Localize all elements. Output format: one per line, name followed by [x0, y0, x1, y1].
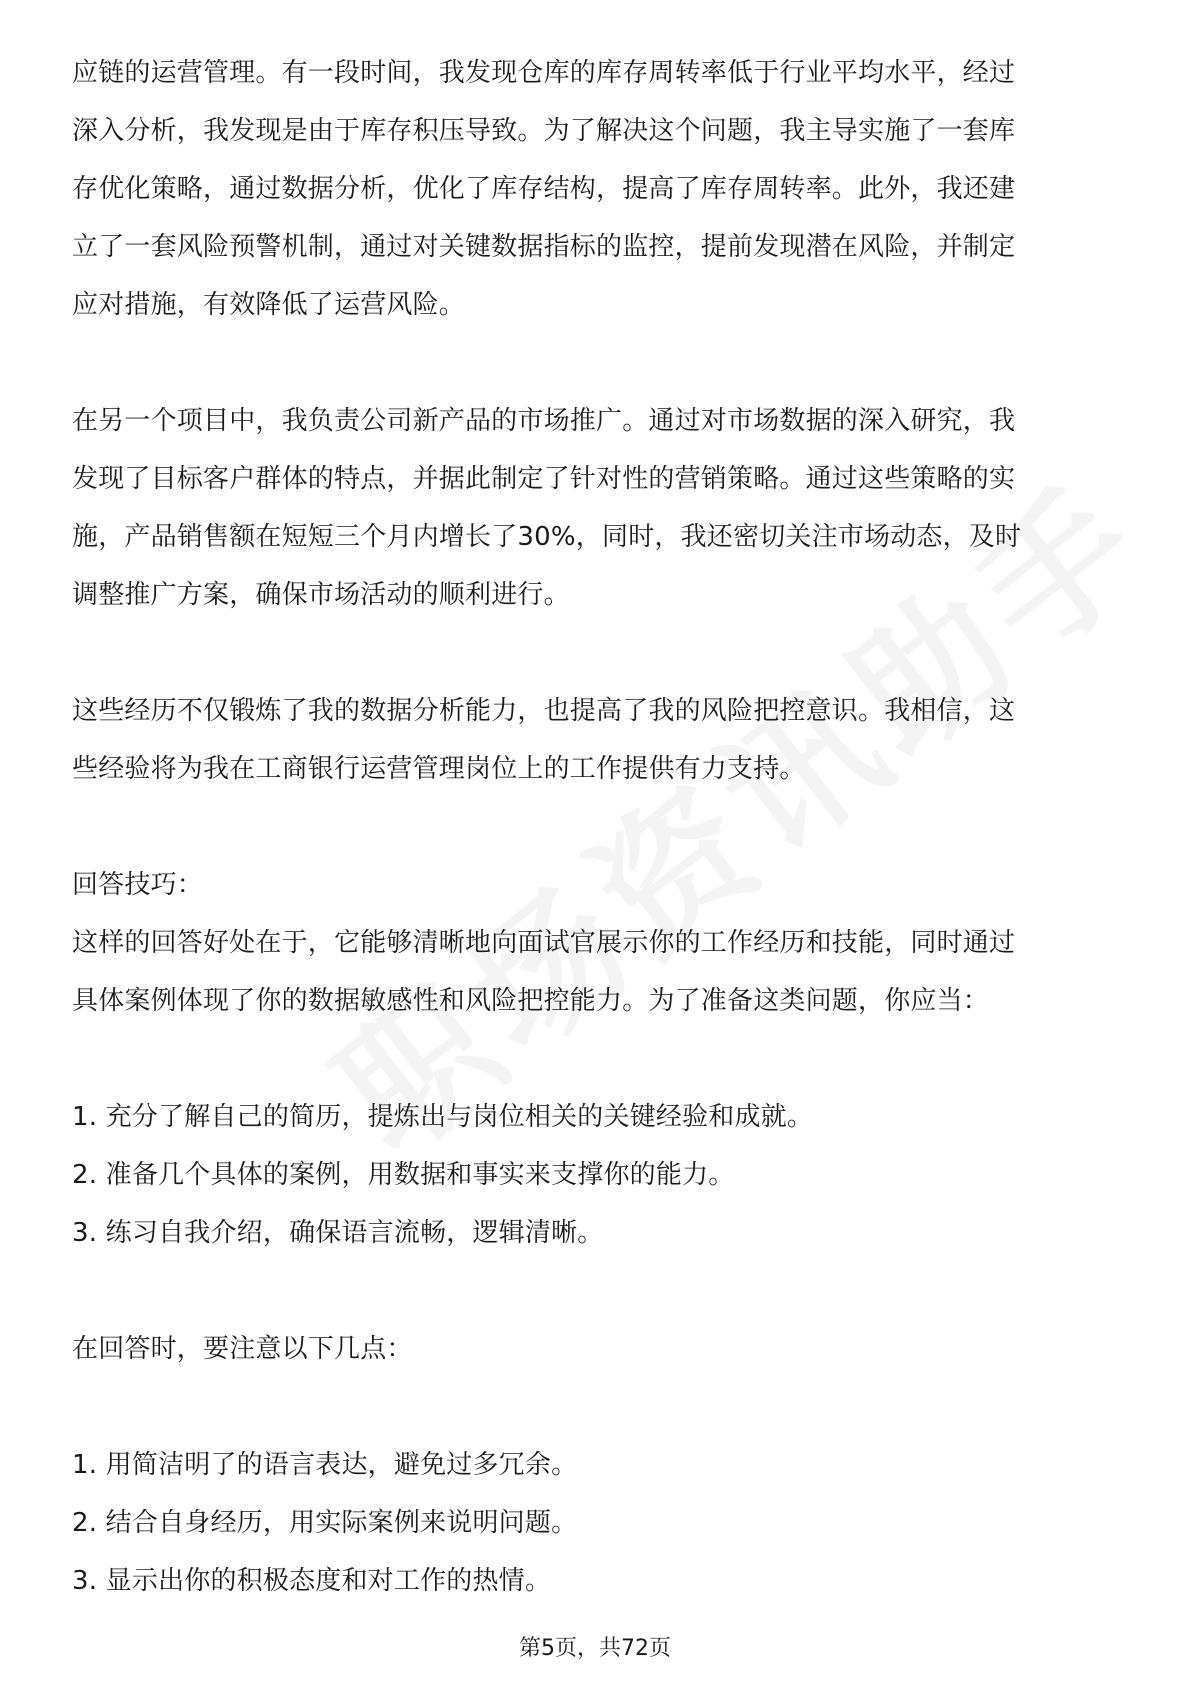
text-line: 些经验将为我在工商银行运营管理岗位上的工作提供有力支持。 [72, 754, 806, 784]
paragraph-summary [72, 682, 1122, 798]
list-item: 3. 显示出你的积极态度和对工作的热情。 [72, 1566, 552, 1596]
paragraph-marketing-experience [72, 392, 1122, 624]
page-number: 第5页，共72页 [519, 1636, 671, 1661]
preparation-list [72, 1088, 1122, 1262]
document-body [72, 44, 1122, 1610]
list-item: 1. 用简洁明了的语言表达，避免过多冗余。 [72, 1450, 578, 1480]
text-line: 具体案例体现了你的数据敏感性和风险把控能力。为了准备这类问题，你应当： [72, 986, 990, 1016]
list-item: 2. 结合自身经历，用实际案例来说明问题。 [72, 1508, 578, 1538]
text-line: 深入分析，我发现是由于库存积压导致。为了解决这个问题，我主导实施了一套库 [72, 116, 1016, 146]
text-line: 存优化策略，通过数据分析，优化了库存结构，提高了库存周转率。此外，我还建 [72, 174, 1016, 204]
paragraph-gap [72, 798, 1122, 856]
text-line: 应对措施，有效降低了运营风险。 [72, 290, 466, 320]
text-line: 这样的回答好处在于，它能够清晰地向面试官展示你的工作经历和技能，同时通过 [72, 928, 1016, 958]
notes-heading: 在回答时，要注意以下几点： [72, 1334, 413, 1364]
paragraph-inventory-experience [72, 44, 1122, 334]
text-line: 在另一个项目中，我负责公司新产品的市场推广。通过对市场数据的深入研究，我 [72, 406, 1016, 436]
text-line: 施，产品销售额在短短三个月内增长了30%，同时，我还密切关注市场动态，及时 [72, 522, 1022, 552]
paragraph-gap [72, 1378, 1122, 1436]
text-line: 立了一套风险预警机制，通过对关键数据指标的监控，提前发现潜在风险，并制定 [72, 232, 1016, 262]
text-line: 应链的运营管理。有一段时间，我发现仓库的库存周转率低于行业平均水平，经过 [72, 58, 1016, 88]
paragraph-gap [72, 1030, 1122, 1088]
text-line: 调整推广方案，确保市场活动的顺利进行。 [72, 580, 570, 610]
text-line: 发现了目标客户群体的特点，并据此制定了针对性的营销策略。通过这些策略的实 [72, 464, 1016, 494]
paragraph-gap [72, 1262, 1122, 1320]
paragraph-tips [72, 914, 1122, 1030]
notes-list [72, 1436, 1122, 1610]
paragraph-gap [72, 624, 1122, 682]
text-line: 这些经历不仅锻炼了我的数据分析能力，也提高了我的风险把控意识。我相信，这 [72, 696, 1016, 726]
paragraph-gap [72, 334, 1122, 392]
tips-heading: 回答技巧： [72, 870, 204, 900]
list-item: 3. 练习自我介绍，确保语言流畅，逻辑清晰。 [72, 1218, 604, 1248]
list-item: 2. 准备几个具体的案例，用数据和事实来支撑你的能力。 [72, 1160, 735, 1190]
list-item: 1. 充分了解自己的简历，提炼出与岗位相关的关键经验和成就。 [72, 1102, 814, 1132]
